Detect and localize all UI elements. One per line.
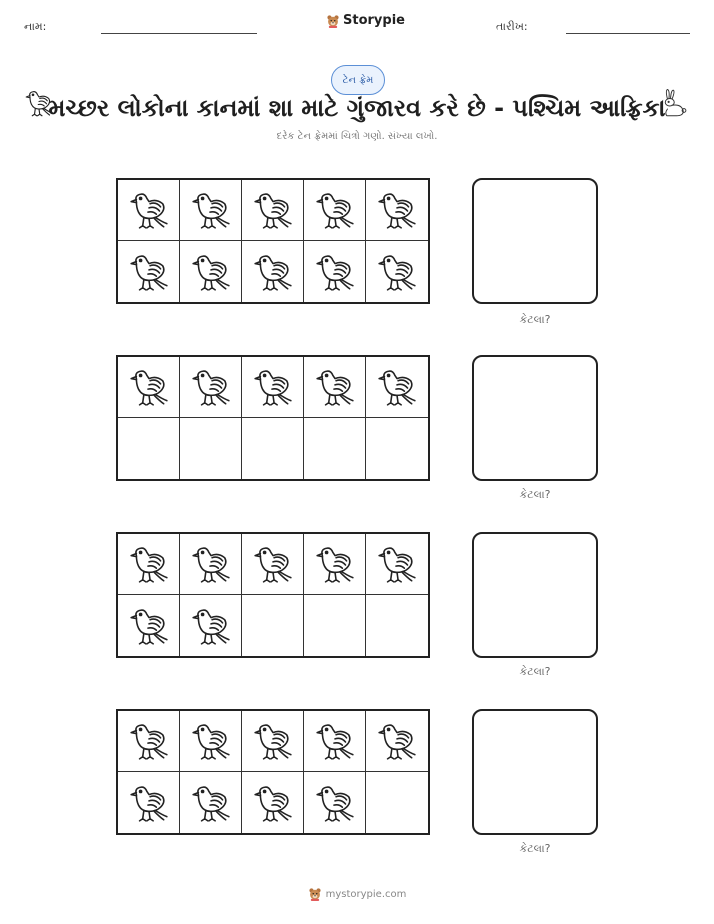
filled-cell [118, 595, 180, 656]
bird-icon [190, 189, 232, 231]
filled-cell [304, 357, 366, 418]
bird-icon [128, 189, 170, 231]
empty-cell [180, 418, 242, 479]
empty-cell [366, 418, 428, 479]
bird-icon [376, 189, 418, 231]
ten-frame [116, 355, 430, 481]
filled-cell [366, 241, 428, 302]
bird-icon [314, 189, 356, 231]
filled-cell [242, 241, 304, 302]
empty-cell [242, 595, 304, 656]
empty-cell [304, 595, 366, 656]
bird-icon [128, 366, 170, 408]
filled-cell [366, 180, 428, 241]
worksheet-title: મચ્છર લોકોના કાનમાં શા માટે ગુંજારવ કરે છે - પશ્ચિમ આફ્રિકા [48, 94, 666, 122]
filled-cell [180, 711, 242, 772]
empty-cell [366, 595, 428, 656]
bird-icon [128, 543, 170, 585]
bird-icon [252, 782, 294, 824]
bear-icon [308, 887, 322, 901]
answer-box[interactable] [472, 355, 598, 481]
name-input-line[interactable] [101, 33, 257, 34]
bird-icon [190, 720, 232, 762]
filled-cell [242, 180, 304, 241]
filled-cell [180, 595, 242, 656]
bird-icon [314, 782, 356, 824]
filled-cell [180, 772, 242, 833]
brand-name: Storypie [343, 13, 405, 28]
bird-icon [314, 720, 356, 762]
filled-cell [180, 180, 242, 241]
filled-cell [304, 772, 366, 833]
bird-icon [314, 366, 356, 408]
bird-icon [314, 543, 356, 585]
ten-frame [116, 709, 430, 835]
footer-site: mystorypie.com [325, 888, 407, 900]
date-label: તારીખ: [496, 20, 528, 33]
filled-cell [304, 711, 366, 772]
answer-box[interactable] [472, 709, 598, 835]
bird-icon [190, 366, 232, 408]
bird-icon [376, 366, 418, 408]
bird-icon [252, 720, 294, 762]
bear-icon [326, 14, 340, 28]
bird-icon [252, 543, 294, 585]
empty-cell [242, 418, 304, 479]
filled-cell [118, 241, 180, 302]
empty-cell [366, 772, 428, 833]
filled-cell [366, 711, 428, 772]
bird-icon [252, 251, 294, 293]
filled-cell [118, 180, 180, 241]
bird-icon [190, 782, 232, 824]
filled-cell [180, 357, 242, 418]
bird-icon [190, 605, 232, 647]
bird-icon [252, 189, 294, 231]
bird-icon [252, 366, 294, 408]
filled-cell [180, 534, 242, 595]
filled-cell [366, 534, 428, 595]
rabbit-icon [657, 88, 687, 118]
bird-icon [376, 543, 418, 585]
empty-cell [304, 418, 366, 479]
how-many-label: કેટલા? [519, 488, 551, 501]
ten-frame [116, 532, 430, 658]
filled-cell [118, 772, 180, 833]
empty-cell [118, 418, 180, 479]
filled-cell [242, 772, 304, 833]
bird-icon [190, 251, 232, 293]
bird-icon [128, 720, 170, 762]
footer [0, 887, 714, 901]
filled-cell [118, 534, 180, 595]
bird-icon [128, 251, 170, 293]
storypie-logo [326, 13, 405, 28]
date-input-line[interactable] [566, 33, 690, 34]
bird-icon [128, 782, 170, 824]
filled-cell [242, 711, 304, 772]
answer-box[interactable] [472, 178, 598, 304]
bird-icon [376, 251, 418, 293]
filled-cell [304, 534, 366, 595]
name-label: નામ: [24, 20, 47, 33]
answer-box[interactable] [472, 532, 598, 658]
bird-icon [314, 251, 356, 293]
bird-icon [128, 605, 170, 647]
filled-cell [366, 357, 428, 418]
filled-cell [304, 241, 366, 302]
filled-cell [242, 534, 304, 595]
how-many-label: કેટલા? [519, 313, 551, 326]
filled-cell [304, 180, 366, 241]
how-many-label: કેટલા? [519, 842, 551, 855]
how-many-label: કેટલા? [519, 665, 551, 678]
filled-cell [180, 241, 242, 302]
ten-frame [116, 178, 430, 304]
filled-cell [118, 357, 180, 418]
bird-icon [376, 720, 418, 762]
filled-cell [118, 711, 180, 772]
filled-cell [242, 357, 304, 418]
bird-icon [190, 543, 232, 585]
instructions: દરેક ટેન ફ્રેમમાં ચિત્રો ગણો. સંખ્યા લખો. [276, 131, 438, 142]
ten-frame-badge: ટેન ફ્રેમ [331, 65, 385, 95]
